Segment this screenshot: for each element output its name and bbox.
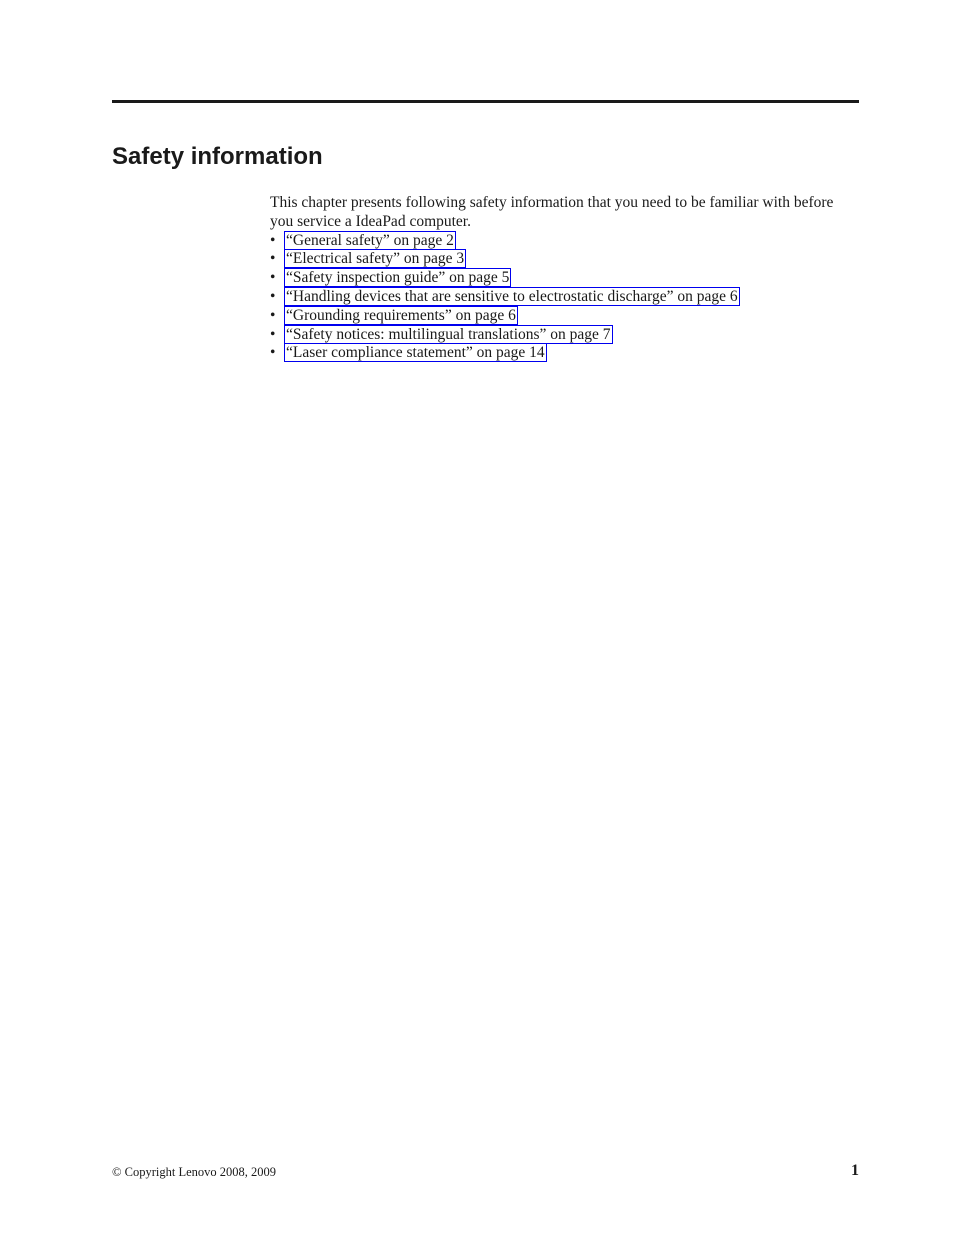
link-laser-compliance[interactable]: “Laser compliance statement” on page 14	[286, 344, 545, 362]
chapter-rule	[112, 100, 859, 103]
list-item	[270, 307, 840, 326]
page-number: 1	[851, 1162, 859, 1179]
chapter-body	[270, 194, 840, 363]
list-item	[270, 344, 840, 363]
link-general-safety[interactable]: “General safety” on page 2	[286, 231, 454, 249]
link-safety-notices-translations[interactable]: “Safety notices: multilingual translations” on page 7	[286, 325, 611, 343]
list-item	[270, 232, 840, 251]
link-grounding-requirements[interactable]: “Grounding requirements” on page 6	[286, 306, 516, 324]
link-electrical-safety[interactable]: “Electrical safety” on page 3	[286, 250, 465, 268]
bullet-icon: •	[270, 344, 276, 362]
list-item	[270, 288, 840, 307]
link-safety-inspection-guide[interactable]: “Safety inspection guide” on page 5	[286, 269, 510, 287]
bullet-icon: •	[270, 325, 276, 343]
bullet-icon: •	[270, 231, 276, 249]
list-item	[270, 269, 840, 288]
link-handling-esd-devices[interactable]: “Handling devices that are sensitive to electrostatic discharge” on page 6	[286, 287, 738, 305]
footer-copyright: © Copyright Lenovo 2008, 2009	[112, 1165, 277, 1179]
bullet-icon: •	[270, 306, 276, 324]
chapter-title: Safety information	[112, 143, 323, 170]
list-item	[270, 326, 840, 345]
bullet-icon: •	[270, 287, 276, 305]
bullet-icon: •	[270, 269, 276, 287]
intro-paragraph: This chapter presents following safety information that you need to be familiar with before you service a IdeaPad computer.	[270, 194, 834, 230]
list-item	[270, 250, 840, 269]
safety-topic-list	[270, 232, 840, 364]
bullet-icon: •	[270, 250, 276, 268]
